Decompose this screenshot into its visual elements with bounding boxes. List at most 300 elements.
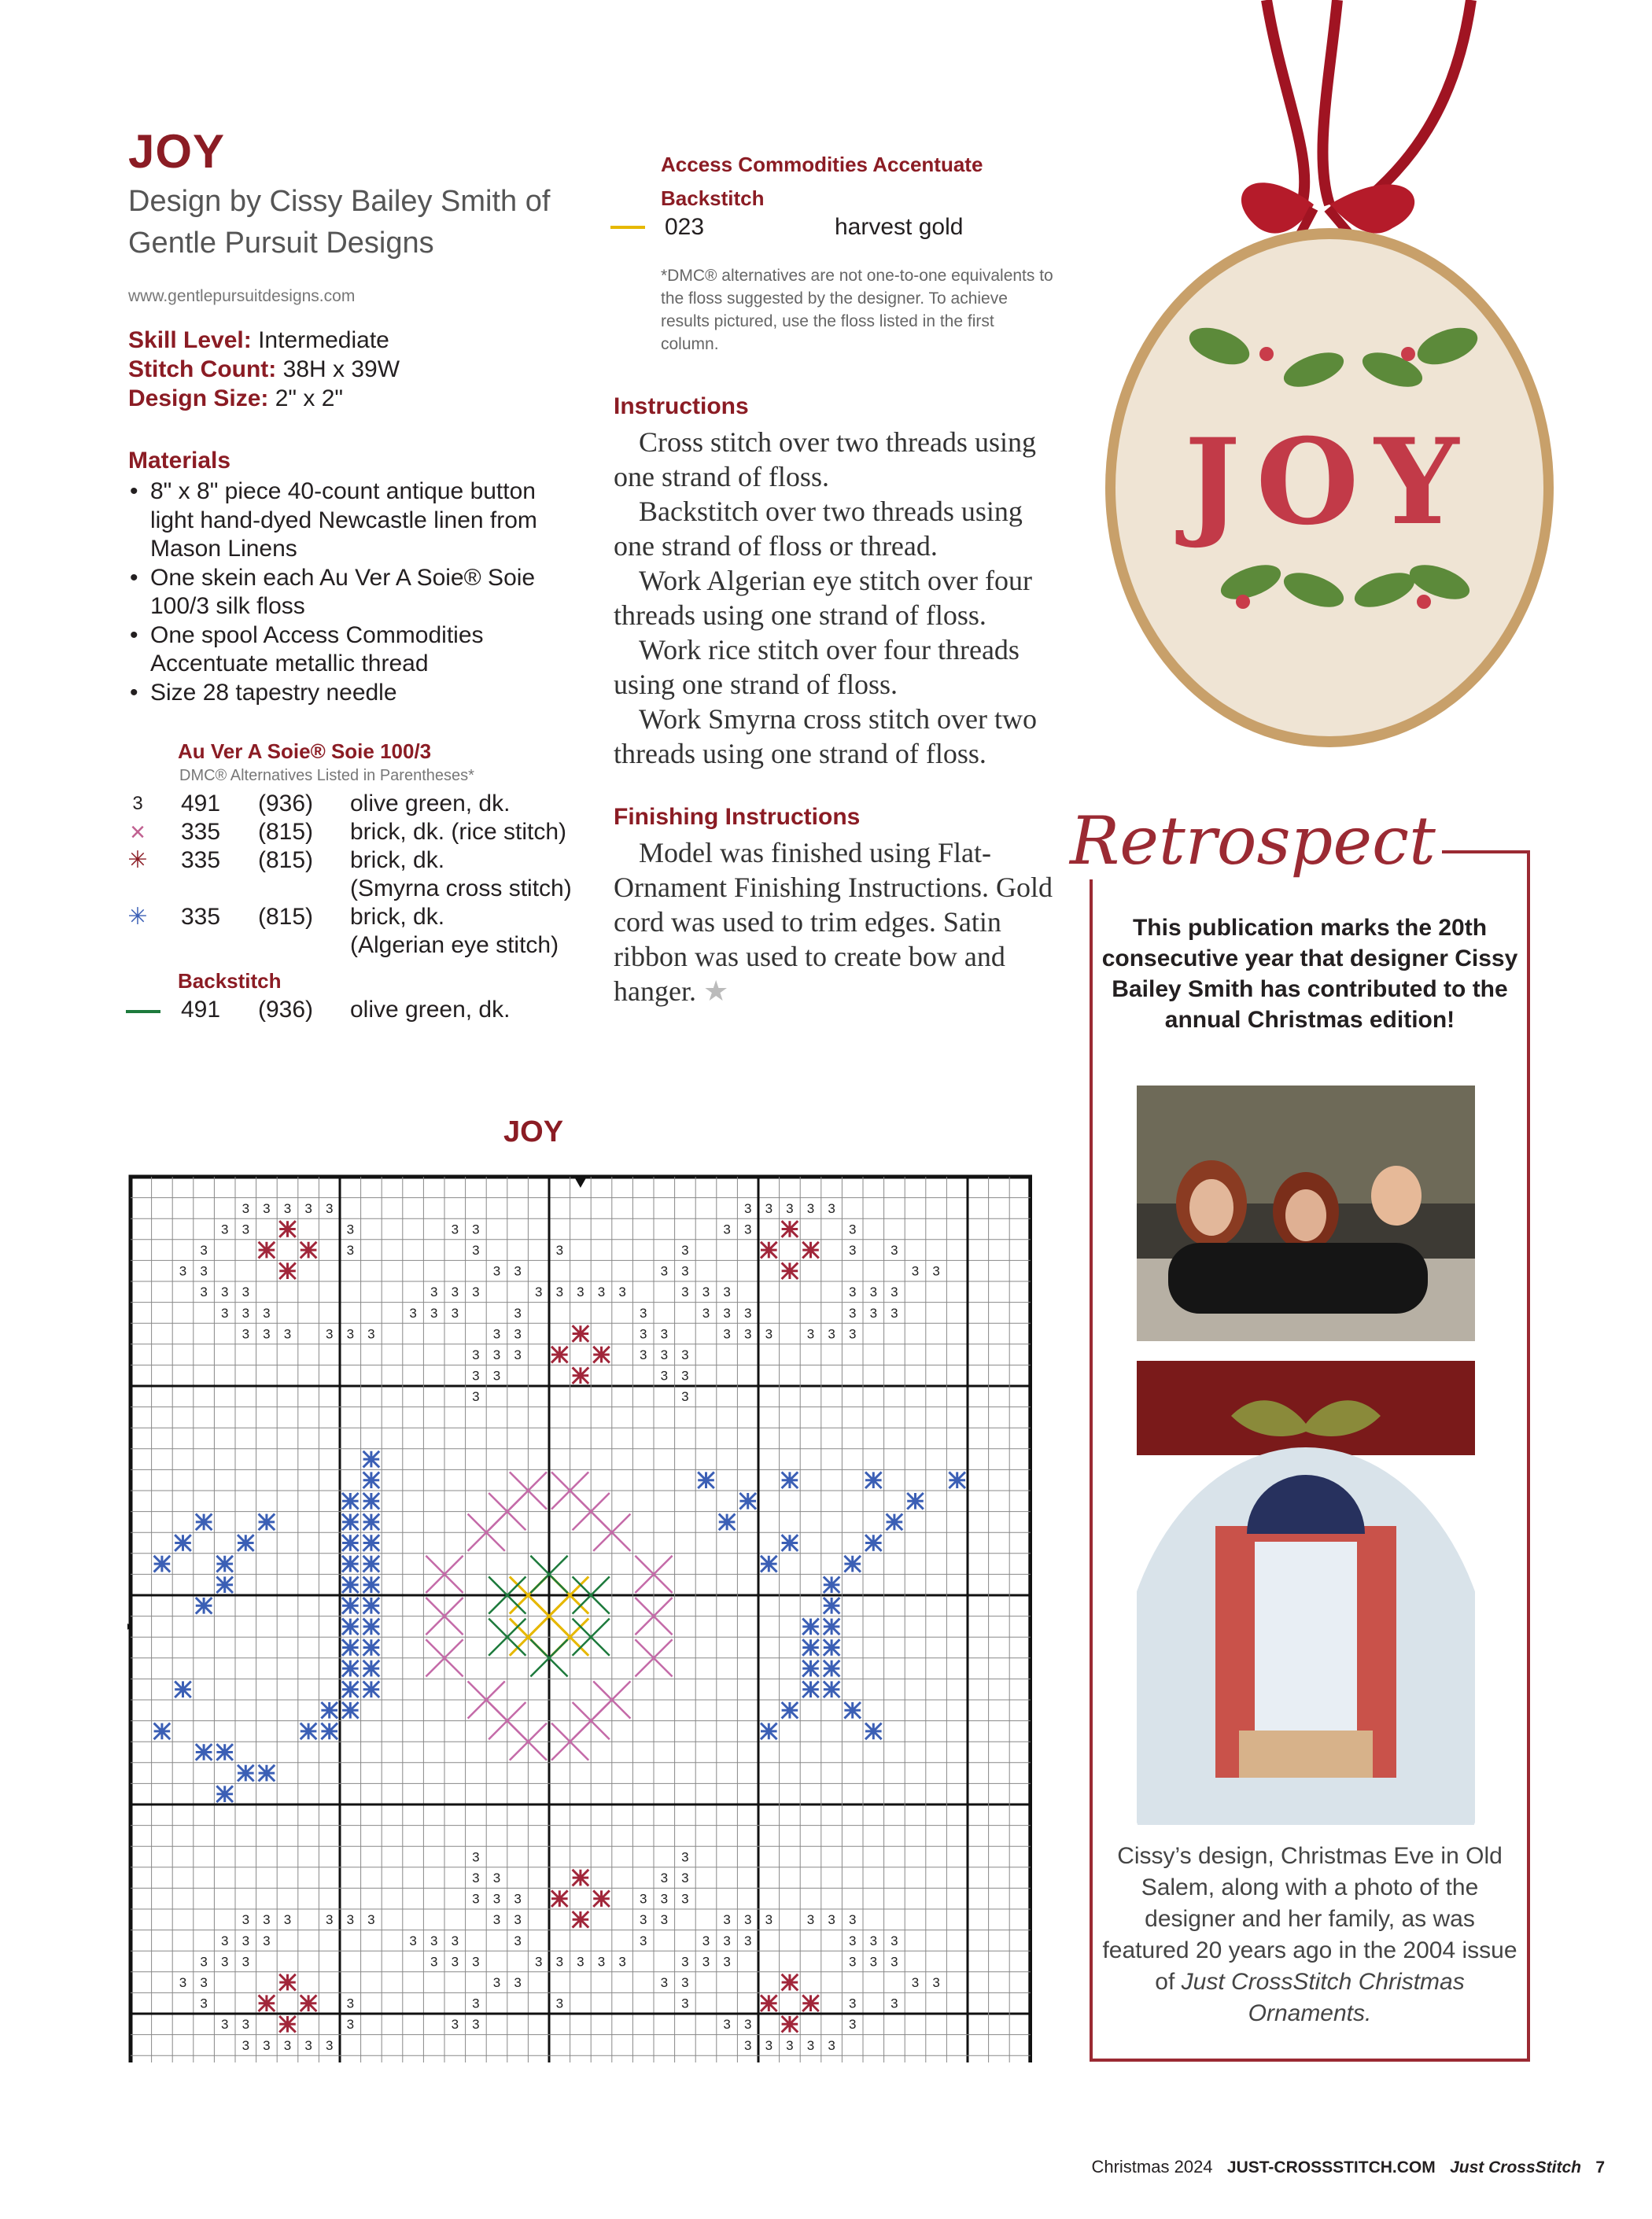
chart-symbol: 3: [555, 1285, 564, 1300]
star-stitch-mark: [844, 1702, 861, 1719]
chart-symbol: 3: [848, 2017, 857, 2033]
star-stitch-mark: [259, 1514, 275, 1531]
chart-symbol: 3: [681, 1263, 689, 1279]
chart-symbol: 3: [514, 1912, 522, 1928]
chart-symbol: 3: [220, 2017, 229, 2033]
chart-symbol: 3: [283, 1326, 292, 1342]
chart-symbol: 3: [806, 2037, 815, 2053]
star-stitch-mark: [154, 1556, 171, 1572]
chart-symbol: 3: [848, 1954, 857, 1970]
chart-symbol: 3: [639, 1891, 647, 1907]
star-stitch-mark: [363, 1556, 380, 1572]
backstitch-heading: Backstitch: [178, 969, 282, 993]
star-stitch-mark: [196, 1598, 212, 1614]
list-item: • 8" x 8" piece 40-count antique button light hand-dyed Newcastle linen from Mason Linens: [128, 477, 577, 564]
star-stitch-mark: [342, 1619, 359, 1635]
chart-symbol: 3: [492, 1263, 501, 1279]
chart-symbol: 3: [891, 1305, 898, 1321]
star-stitch-mark: [196, 1514, 212, 1531]
chart-symbol: 3: [283, 1912, 292, 1928]
star-stitch-mark: [363, 1681, 380, 1697]
star-stitch-mark: [175, 1535, 191, 1551]
chart-symbol: 3: [806, 1200, 815, 1216]
access-heading: Access Commodities Accentuate: [661, 153, 983, 176]
chart-symbol: 3: [681, 1347, 689, 1362]
chart-symbol: 3: [765, 1912, 773, 1928]
chart-symbol: 3: [242, 1933, 250, 1948]
chart-symbol: 3: [492, 1870, 501, 1885]
star-stitch-mark: [363, 1661, 380, 1677]
chart-symbol: 3: [200, 1974, 208, 1990]
chart-symbol: 3: [723, 2017, 731, 2033]
chart-symbol: 3: [869, 1305, 878, 1321]
chart-symbol: 3: [242, 2017, 250, 2033]
chart-symbol: 3: [828, 2037, 835, 2053]
star-stitch-mark: [844, 1556, 861, 1572]
chart-symbol: 3: [451, 2017, 459, 2033]
chart-symbol: 3: [786, 2037, 794, 2053]
chart-symbol: 3: [242, 1954, 250, 1970]
chart-symbol: 3: [597, 1285, 606, 1300]
chart-symbol: 3: [681, 1996, 689, 2011]
chart-symbol: 3: [869, 1285, 878, 1300]
chart-symbol: 3: [639, 1347, 647, 1362]
star-stitch-mark: [802, 1681, 819, 1697]
chart-symbol: 3: [492, 1891, 501, 1907]
chart-symbol: 3: [514, 1347, 522, 1362]
chart-symbol: 3: [472, 1891, 480, 1907]
star-stitch-mark: [761, 1242, 777, 1259]
chart-symbol: 3: [743, 2017, 752, 2033]
chart-symbol: 3: [681, 1954, 689, 1970]
chart-symbol: 3: [534, 1954, 543, 1970]
star-stitch-mark: [802, 1639, 819, 1656]
chart-symbol: 3: [283, 1200, 292, 1216]
retrospect-text: This publication marks the 20th consecutive year that designer Cissy Bailey Smith has contributed to the annual Christmas edition!: [1101, 915, 1518, 1033]
star-stitch-mark: [342, 1535, 359, 1551]
chart-symbol: 3: [514, 1263, 522, 1279]
stitch-count: Stitch Count: 38H x 39W: [128, 356, 400, 382]
star-stitch-mark: [279, 1221, 296, 1237]
chart-symbol: 3: [263, 1200, 271, 1216]
joy-ornament-photo: [1078, 0, 1581, 787]
chart-symbol: 3: [555, 1242, 564, 1258]
star-stitch-mark: [363, 1451, 380, 1468]
chart-symbol: 3: [200, 1263, 208, 1279]
chart-symbol: 3: [723, 1954, 731, 1970]
star-stitch-mark: [824, 1576, 840, 1593]
page-footer: Christmas 2024 JUST-CROSSSTITCH.COM Just CrossStitch 7: [1091, 2157, 1605, 2177]
chart-symbol: 3: [242, 1305, 250, 1321]
chart-symbol: 3: [848, 1242, 857, 1258]
chart-symbol: 3: [891, 1933, 898, 1948]
chart-symbol: 3: [555, 1996, 564, 2011]
star-stitch-mark: [698, 1472, 714, 1488]
star-stitch-mark: [593, 1347, 610, 1363]
star-stitch-mark: [573, 1325, 589, 1342]
chart-symbol: 3: [263, 1933, 271, 1948]
star-stitch-mark: [573, 1367, 589, 1384]
retrospect-title: Retrospect: [1064, 802, 1442, 879]
chart-symbol: 3: [743, 1326, 752, 1342]
materials-heading: Materials: [128, 448, 231, 474]
access-backstitch-heading: Backstitch: [661, 186, 765, 210]
chart-symbol: 3: [283, 2037, 292, 2053]
chart-symbol: 3: [660, 1326, 669, 1342]
star-stitch-mark: [342, 1702, 359, 1719]
key-note: DMC® Alternatives Listed in Parentheses*: [179, 767, 474, 784]
star-stitch-mark: [342, 1661, 359, 1677]
chart-symbol: 3: [304, 1200, 312, 1216]
chart-symbol: 3: [702, 1954, 710, 1970]
chart-symbol: 3: [723, 1912, 731, 1928]
star-stitch-mark: [887, 1514, 903, 1531]
chart-symbol: 3: [451, 1933, 459, 1948]
star-stitch-mark: [593, 1890, 610, 1907]
star-stitch-mark: [363, 1576, 380, 1593]
star-stitch-mark: [301, 1242, 317, 1259]
chart-symbol: 3: [242, 1222, 250, 1237]
star-stitch-mark: [321, 1702, 337, 1719]
star-stitch-mark: [761, 1556, 777, 1572]
chart-symbol: 3: [848, 1285, 857, 1300]
chart-symbol: 3: [451, 1954, 459, 1970]
star-stitch-mark: [216, 1576, 233, 1593]
star-stitch-mark: [154, 1723, 171, 1740]
chart-symbol: 3: [472, 1222, 480, 1237]
star-stitch-mark: [824, 1661, 840, 1677]
chart-symbol: 3: [346, 1242, 355, 1258]
star-stitch-mark: [573, 1870, 589, 1886]
chart-symbol: 3: [743, 1200, 752, 1216]
star-stitch-mark: [949, 1472, 965, 1488]
chart-symbol: 3: [932, 1974, 940, 1990]
star-stitch-mark: [824, 1681, 840, 1697]
chart-symbol: 3: [367, 1912, 375, 1928]
star-stitch-mark: [551, 1347, 568, 1363]
star-stitch-mark: [782, 1974, 798, 1991]
chart-symbol: 3: [472, 2017, 480, 2033]
skill-level: Skill Level: Intermediate: [128, 327, 389, 353]
chart-symbol: 3: [681, 1389, 689, 1405]
dmc-note: *DMC® alternatives are not one-to-one equivalents to the floss suggested by the designer. To achieve results pictured, use the floss listed in the first column.: [661, 267, 1053, 353]
star-stitch-mark: [363, 1535, 380, 1551]
symbol-3-icon: 3: [132, 793, 143, 814]
chart-symbol: 3: [346, 2017, 355, 2033]
chart-symbol: 3: [346, 1326, 355, 1342]
chart-symbol: 3: [743, 1222, 752, 1237]
chart-symbol: 3: [891, 1285, 898, 1300]
chart-symbol: 3: [702, 1933, 710, 1948]
star-stitch-mark: [342, 1556, 359, 1572]
chart-symbol: 3: [848, 1912, 857, 1928]
retrospect-caption: Cissy’s design, Christmas Eve in Old Salem, along with a photo of the designer and her family, as was featured 20 years ago in the 2004 issue of Just CrossStitch Christmas Ornaments.: [1102, 1843, 1517, 2026]
finishing-text: Model was finished using Flat-Ornament Finishing Instructions. Gold cord was used to trim edges. Satin ribbon was used to create bow and hanger. ★: [614, 837, 1053, 1007]
chart-symbol: 3: [828, 1200, 835, 1216]
design-size: Design Size: 2" x 2": [128, 385, 344, 411]
chart-symbol: 3: [514, 1891, 522, 1907]
list-item: • Size 28 tapestry needle: [128, 679, 577, 708]
stitch-chart: [127, 1174, 1032, 2062]
chart-symbol: 3: [618, 1954, 626, 1970]
star-stitch-mark: [301, 1723, 317, 1740]
star-stitch-mark: [301, 1995, 317, 2011]
chart-symbol: 3: [472, 1996, 480, 2011]
chart-symbol: 3: [681, 1242, 689, 1258]
chart-symbol: 3: [597, 1954, 606, 1970]
chart-symbol: 3: [848, 1326, 857, 1342]
chart-symbol: 3: [242, 2037, 250, 2053]
chart-symbol: 3: [681, 1368, 689, 1384]
chart-symbol: 3: [869, 1933, 878, 1948]
chart-symbol: 3: [639, 1326, 647, 1342]
access-color-name: harvest gold: [835, 214, 964, 240]
chart-symbol: 3: [409, 1933, 417, 1948]
chart-symbol: 3: [891, 1996, 898, 2011]
chart-symbol: 3: [472, 1954, 480, 1970]
star-stitch-mark: [363, 1472, 380, 1488]
star-stitch-mark: [782, 2016, 798, 2033]
star-stitch-mark: [259, 1765, 275, 1782]
cross-icon: ×: [130, 817, 146, 847]
algerian-star-icon: ✳: [127, 904, 148, 930]
star-stitch-mark: [342, 1681, 359, 1697]
chart-symbol: 3: [932, 1263, 940, 1279]
chart-symbol: 3: [681, 1891, 689, 1907]
chart-symbol: 3: [430, 1954, 438, 1970]
star-stitch-mark: [802, 1661, 819, 1677]
finishing-heading: Finishing Instructions: [614, 804, 861, 830]
star-stitch-mark: [363, 1514, 380, 1531]
chart-symbol: 3: [806, 1912, 815, 1928]
chart-symbol: 3: [325, 1326, 334, 1342]
chart-symbol: 3: [911, 1263, 920, 1279]
chart-symbol: 3: [911, 1974, 920, 1990]
star-stitch-mark: [259, 1995, 275, 2011]
star-stitch-mark: [719, 1514, 736, 1531]
chart-symbol: 3: [514, 1326, 522, 1342]
star-stitch-mark: [321, 1723, 337, 1740]
chart-symbol: 3: [555, 1954, 564, 1970]
chart-symbol: 3: [660, 1870, 669, 1885]
star-stitch-mark: [363, 1619, 380, 1635]
chart-symbol: 3: [639, 1912, 647, 1928]
chart-symbol: 3: [220, 1285, 229, 1300]
chart-symbol: 3: [263, 1912, 271, 1928]
chart-symbol: 3: [325, 1912, 334, 1928]
star-stitch-mark: [216, 1556, 233, 1572]
designer-url[interactable]: www.gentlepursuitdesigns.com: [128, 287, 356, 305]
chart-symbol: 3: [472, 1347, 480, 1362]
chart-symbol: 3: [492, 1347, 501, 1362]
star-stitch-mark: [824, 1619, 840, 1635]
gold-backstitch-line-icon: [610, 226, 645, 229]
chart-symbol: 3: [179, 1263, 187, 1279]
chart-symbol: 3: [304, 2037, 312, 2053]
chart-symbol: 3: [346, 1222, 355, 1237]
star-stitch-mark: [802, 1242, 819, 1259]
chart-symbol: 3: [806, 1326, 815, 1342]
list-item: • One skein each Au Ver A Soie® Soie 100/3 silk floss: [128, 564, 577, 621]
chart-symbol: 3: [848, 1996, 857, 2011]
chart-symbol: 3: [346, 1912, 355, 1928]
chart-symbol: 3: [451, 1285, 459, 1300]
chart-symbol: 3: [242, 1200, 250, 1216]
star-stitch-mark: [573, 1911, 589, 1928]
instructions-heading: Instructions: [614, 393, 749, 419]
star-stitch-mark: [342, 1639, 359, 1656]
chart-symbol: 3: [200, 1954, 208, 1970]
chart-symbol: 3: [472, 1368, 480, 1384]
chart-symbol: 3: [451, 1222, 459, 1237]
chart-symbol: 3: [472, 1285, 480, 1300]
chart-symbol: 3: [702, 1305, 710, 1321]
chart-symbol: 3: [472, 1849, 480, 1865]
star-stitch-mark: [551, 1890, 568, 1907]
chart-symbol: 3: [325, 2037, 334, 2053]
chart-symbol: 3: [472, 1870, 480, 1885]
star-stitch-mark: [824, 1639, 840, 1656]
smyrna-star-icon: ✳: [127, 847, 148, 873]
chart-symbol: 3: [577, 1285, 584, 1300]
svg-text:JOY: JOY: [1184, 413, 1475, 551]
chart-symbol: 3: [451, 1305, 459, 1321]
chart-symbol: 3: [514, 1974, 522, 1990]
chart-symbol: 3: [492, 1326, 501, 1342]
chart-symbol: 3: [723, 1933, 731, 1948]
chart-symbol: 3: [660, 1347, 669, 1362]
chart-symbol: 3: [743, 2037, 752, 2053]
chart-symbol: 3: [409, 1305, 417, 1321]
chart-symbol: 3: [723, 1326, 731, 1342]
chart-symbol: 3: [848, 1933, 857, 1948]
chart-symbol: 3: [514, 1933, 522, 1948]
chart-symbol: 3: [743, 1912, 752, 1928]
chart-symbol: 3: [242, 1326, 250, 1342]
star-stitch-mark: [342, 1598, 359, 1614]
star-stitch-mark: [824, 1598, 840, 1614]
chart-symbol: 3: [200, 1285, 208, 1300]
chart-symbol: 3: [618, 1285, 626, 1300]
chart-symbol: 3: [828, 1912, 835, 1928]
chart-symbol: 3: [430, 1305, 438, 1321]
chart-symbol: 3: [242, 1285, 250, 1300]
chart-symbol: 3: [891, 1242, 898, 1258]
star-stitch-mark: [342, 1493, 359, 1509]
star-stitch-mark: [761, 1995, 777, 2011]
chart-symbol: 3: [660, 1891, 669, 1907]
chart-symbol: 3: [492, 1912, 501, 1928]
chart-symbol: 3: [723, 1285, 731, 1300]
chart-symbol: 3: [869, 1954, 878, 1970]
chart-symbol: 3: [639, 1933, 647, 1948]
star-stitch-mark: [865, 1472, 882, 1488]
chart-symbol: 3: [430, 1285, 438, 1300]
chart-symbol: 3: [891, 1954, 898, 1970]
star-stitch-mark: [363, 1639, 380, 1656]
star-stitch-mark: [363, 1598, 380, 1614]
star-stitch-mark: [279, 1262, 296, 1279]
star-stitch-mark: [238, 1765, 254, 1782]
designer-family-photo: [1137, 1086, 1475, 1341]
chart-symbol: 3: [681, 1285, 689, 1300]
chart-symbol: 3: [660, 1368, 669, 1384]
star-stitch-mark: [782, 1221, 798, 1237]
chart-symbol: 3: [681, 1974, 689, 1990]
chart-symbol: 3: [263, 1326, 271, 1342]
star-stitch-mark: [259, 1242, 275, 1259]
chart-symbol: 3: [743, 1305, 752, 1321]
star-stitch-mark: [175, 1681, 191, 1697]
star-stitch-mark: [196, 1744, 212, 1760]
chart-symbol: 3: [828, 1326, 835, 1342]
chart-symbol: 3: [723, 1222, 731, 1237]
materials-list: [128, 477, 577, 707]
chart-symbol: 3: [765, 1200, 773, 1216]
chart-symbol: 3: [242, 1912, 250, 1928]
chart-symbol: 3: [765, 2037, 773, 2053]
list-item: • One spool Access Commodities Accentuate metallic thread: [128, 621, 577, 679]
chart-symbol: 3: [514, 1305, 522, 1321]
chart-symbol: 3: [220, 1954, 229, 1970]
chart-symbol: 3: [534, 1285, 543, 1300]
chart-symbol: 3: [702, 1285, 710, 1300]
chart-symbol: 3: [492, 1974, 501, 1990]
access-code: 023: [665, 214, 705, 240]
star-stitch-mark: [802, 1619, 819, 1635]
chart-title: JOY: [503, 1115, 564, 1148]
chart-symbol: 3: [660, 1912, 669, 1928]
chart-symbol: 3: [786, 1200, 794, 1216]
chart-symbol: 3: [639, 1305, 647, 1321]
chart-symbol: 3: [367, 1326, 375, 1342]
star-stitch-mark: [342, 1576, 359, 1593]
pattern-title: JOY: [128, 125, 226, 178]
star-stitch-mark: [216, 1786, 233, 1802]
star-stitch-mark: [782, 1262, 798, 1279]
chart-symbol: 3: [263, 1305, 271, 1321]
star-stitch-mark: [363, 1493, 380, 1509]
star-stitch-mark: [739, 1493, 756, 1509]
star-stitch-mark: [782, 1472, 798, 1488]
star-stitch-mark: [279, 2016, 296, 2033]
chart-symbol: 3: [430, 1933, 438, 1948]
chart-symbol: 3: [492, 1368, 501, 1384]
chart-symbol: 3: [848, 1222, 857, 1237]
star-stitch-mark: [865, 1723, 882, 1740]
chart-symbol: 3: [200, 1242, 208, 1258]
star-stitch-mark: [782, 1702, 798, 1719]
star-stitch-mark: [216, 1744, 233, 1760]
chart-symbol: 3: [577, 1954, 584, 1970]
key-heading: Au Ver A Soie® Soie 100/3: [178, 739, 432, 763]
instructions-text: Cross stitch over two threads using one strand of floss. Backstitch over two threads using one strand of floss or thread. Work Algerian eye stitch over four threads using one strand of floss. Work rice stitch over four threads using one strand of floss. Work Smyrna cross stitch over two threads using one strand of floss.: [614, 426, 1038, 769]
chart-symbol: 3: [220, 1933, 229, 1948]
chart-symbol: 3: [472, 1242, 480, 1258]
star-stitch-mark: [342, 1514, 359, 1531]
chart-symbol: 3: [660, 1974, 669, 1990]
chart-symbol: 3: [220, 1222, 229, 1237]
star-stitch-mark: [238, 1535, 254, 1551]
chart-symbol: 3: [220, 1305, 229, 1321]
chart-symbol: 3: [200, 1996, 208, 2011]
star-stitch-mark: [907, 1493, 924, 1509]
star-stitch-mark: [782, 1535, 798, 1551]
chart-symbol: 3: [472, 1389, 480, 1405]
star-stitch-mark: [761, 1723, 777, 1740]
chart-symbol: 3: [179, 1974, 187, 1990]
star-stitch-mark: [802, 1995, 819, 2011]
